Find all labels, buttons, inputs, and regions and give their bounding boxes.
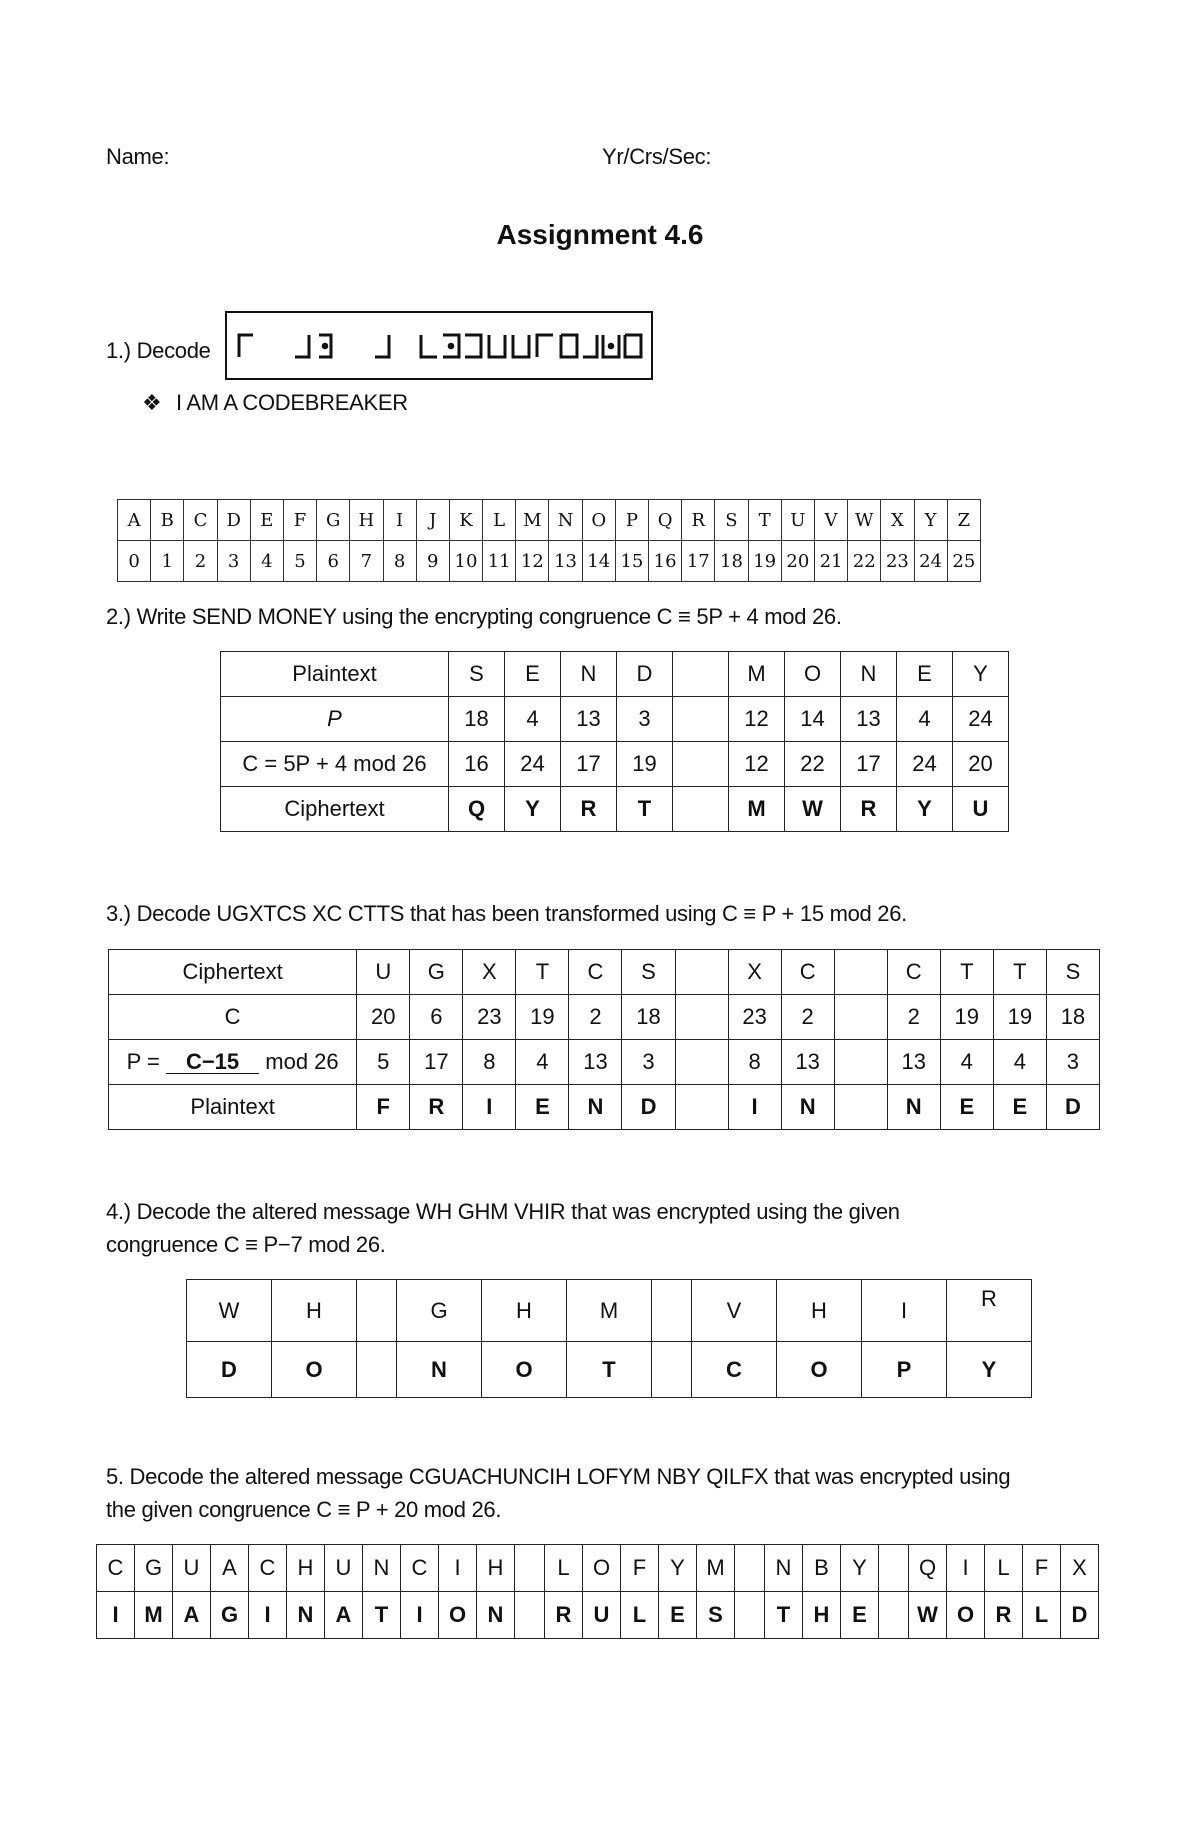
q5-cell: Y xyxy=(659,1545,697,1592)
q5-decode-table xyxy=(96,1544,1099,1639)
q2-cell: 19 xyxy=(617,742,673,787)
q2-prompt: 2.) Write SEND MONEY using the encrypting congruence C ≡ 5P + 4 mod 26. xyxy=(106,604,842,629)
q3-cell: 4 xyxy=(993,1040,1046,1085)
alphabet-number-cell: 12 xyxy=(516,541,549,582)
q3-cell: I xyxy=(463,1085,516,1130)
q2-cell: E xyxy=(505,652,561,697)
q4-cell: O xyxy=(777,1342,862,1398)
q2-cell: Q xyxy=(449,787,505,832)
q2-encryption-table xyxy=(220,651,1009,832)
q5-cell: U xyxy=(583,1592,621,1639)
q2-cell: M xyxy=(729,652,785,697)
q3-cell xyxy=(834,995,887,1040)
q5-cell: E xyxy=(841,1592,879,1639)
q4-cell xyxy=(652,1342,692,1398)
alphabet-number-cell: 11 xyxy=(483,541,516,582)
q4-cell: H xyxy=(482,1280,567,1342)
alphabet-letter-cell: L xyxy=(483,500,516,541)
q2-cell: S xyxy=(449,652,505,697)
alphabet-letter-cell: O xyxy=(582,500,615,541)
q2-cell: 12 xyxy=(729,697,785,742)
q3-cell: 4 xyxy=(516,1040,569,1085)
q3-row xyxy=(109,1085,1100,1130)
q5-cell: Q xyxy=(909,1545,947,1592)
q3-cell: N xyxy=(569,1085,622,1130)
alphabet-number-cell: 23 xyxy=(881,541,914,582)
q2-row xyxy=(221,742,1009,787)
q3-prompt: 3.) Decode UGXTCS XC CTTS that has been transformed using C ≡ P + 15 mod 26. xyxy=(106,901,907,926)
q2-cell: 18 xyxy=(449,697,505,742)
q2-row xyxy=(221,652,1009,697)
alphabet-letter-cell: G xyxy=(317,500,350,541)
alphabet-letter-cell: I xyxy=(383,500,416,541)
alphabet-letter-cell: V xyxy=(814,500,847,541)
q3-cell: U xyxy=(357,950,410,995)
q5-cell: N xyxy=(477,1592,515,1639)
q4-cell: O xyxy=(482,1342,567,1398)
q5-cell: A xyxy=(325,1592,363,1639)
q2-cell: 13 xyxy=(561,697,617,742)
alphabet-letter-cell: W xyxy=(848,500,881,541)
alphabet-number-row xyxy=(118,541,981,582)
q2-cell xyxy=(673,652,729,697)
q5-cell: O xyxy=(583,1545,621,1592)
q2-cell: D xyxy=(617,652,673,697)
q5-cell: B xyxy=(803,1545,841,1592)
q3-cell: 6 xyxy=(410,995,463,1040)
q5-cell: A xyxy=(211,1545,249,1592)
q2-cell: 14 xyxy=(785,697,841,742)
q4-cell: O xyxy=(272,1342,357,1398)
alphabet-number-cell: 24 xyxy=(914,541,947,582)
q5-cell: F xyxy=(621,1545,659,1592)
q4-cell: D xyxy=(187,1342,272,1398)
q2-cell xyxy=(673,787,729,832)
q5-cell: O xyxy=(439,1592,477,1639)
q3-cell: 2 xyxy=(781,995,834,1040)
q4-cell xyxy=(652,1280,692,1342)
q3-cell: 13 xyxy=(569,1040,622,1085)
alphabet-letter-cell: F xyxy=(283,500,316,541)
q5-cell: I xyxy=(439,1545,477,1592)
q3-row xyxy=(109,950,1100,995)
q2-row-label: C = 5P + 4 mod 26 xyxy=(221,742,449,787)
q3-row-label: C xyxy=(109,995,357,1040)
q2-row-label: Plaintext xyxy=(221,652,449,697)
q5-prompt-line1: 5. Decode the altered message CGUACHUNCIH LOFYM NBY QILFX that was encrypted using xyxy=(106,1464,1011,1489)
q3-cell: 5 xyxy=(357,1040,410,1085)
alphabet-letter-cell: S xyxy=(715,500,748,541)
alphabet-letter-cell: D xyxy=(217,500,250,541)
q3-cell: 19 xyxy=(940,995,993,1040)
q3-cell: S xyxy=(1046,950,1099,995)
alphabet-letter-cell: T xyxy=(748,500,781,541)
q3-row-label: Ciphertext xyxy=(109,950,357,995)
alphabet-letter-cell: J xyxy=(416,500,449,541)
alphabet-letter-cell: A xyxy=(118,500,151,541)
q2-row-label: P xyxy=(221,697,449,742)
q4-top-row xyxy=(187,1280,1032,1342)
q4-cell: W xyxy=(187,1280,272,1342)
q3-decryption-table xyxy=(108,949,1100,1130)
q4-decode-table xyxy=(186,1279,1032,1398)
q2-cell: 13 xyxy=(841,697,897,742)
q3-cell: 2 xyxy=(569,995,622,1040)
alphabet-letter-row xyxy=(118,500,981,541)
q5-cell: N xyxy=(363,1545,401,1592)
q3-cell: D xyxy=(622,1085,675,1130)
q5-cell: T xyxy=(765,1592,803,1639)
alphabet-number-cell: 2 xyxy=(184,541,217,582)
q4-cell: N xyxy=(397,1342,482,1398)
q5-cell: A xyxy=(173,1592,211,1639)
q5-cell: M xyxy=(135,1592,173,1639)
alphabet-number-cell: 22 xyxy=(848,541,881,582)
q5-bottom-row xyxy=(97,1592,1099,1639)
section-label: Yr/Crs/Sec: xyxy=(602,144,712,169)
q3-cell: 4 xyxy=(940,1040,993,1085)
q5-cell: T xyxy=(363,1592,401,1639)
q5-cell xyxy=(735,1592,765,1639)
q3-cell: G xyxy=(410,950,463,995)
q3-cell: 18 xyxy=(1046,995,1099,1040)
alphabet-number-cell: 7 xyxy=(350,541,383,582)
q5-top-row xyxy=(97,1545,1099,1592)
q5-cell: G xyxy=(211,1592,249,1639)
q2-cell: 24 xyxy=(505,742,561,787)
q5-cell: G xyxy=(135,1545,173,1592)
q3-row-label: Plaintext xyxy=(109,1085,357,1130)
q2-row xyxy=(221,787,1009,832)
q2-cell: 22 xyxy=(785,742,841,787)
q2-cell: W xyxy=(785,787,841,832)
alphabet-letter-cell: K xyxy=(449,500,482,541)
q2-cell: N xyxy=(561,652,617,697)
q3-cell xyxy=(834,1040,887,1085)
alphabet-number-cell: 13 xyxy=(549,541,582,582)
q3-cell: E xyxy=(993,1085,1046,1130)
q2-cell: M xyxy=(729,787,785,832)
alphabet-number-cell: 19 xyxy=(748,541,781,582)
q3-cell: 18 xyxy=(622,995,675,1040)
q2-cell: U xyxy=(953,787,1009,832)
q2-cell: 4 xyxy=(897,697,953,742)
q5-cell: F xyxy=(1023,1545,1061,1592)
q3-cell xyxy=(675,995,728,1040)
q4-cell: H xyxy=(777,1280,862,1342)
alphabet-letter-cell: M xyxy=(516,500,549,541)
alphabet-letter-cell: U xyxy=(781,500,814,541)
q4-cell: C xyxy=(692,1342,777,1398)
q4-cell: T xyxy=(567,1342,652,1398)
q2-cell: 17 xyxy=(841,742,897,787)
q3-cell: 23 xyxy=(463,995,516,1040)
q2-row xyxy=(221,697,1009,742)
q5-cell: L xyxy=(621,1592,659,1639)
q3-cell: N xyxy=(887,1085,940,1130)
q5-cell: H xyxy=(803,1592,841,1639)
q5-cell: L xyxy=(545,1545,583,1592)
alphabet-letter-cell: R xyxy=(682,500,715,541)
q3-cell: X xyxy=(728,950,781,995)
q4-prompt-line2: congruence C ≡ P−7 mod 26. xyxy=(106,1232,386,1257)
q5-cell: I xyxy=(249,1592,287,1639)
q3-cell: 8 xyxy=(728,1040,781,1085)
q3-cell: 20 xyxy=(357,995,410,1040)
q3-cell: S xyxy=(622,950,675,995)
q5-cell: E xyxy=(659,1592,697,1639)
q3-cell: 2 xyxy=(887,995,940,1040)
q3-formula-prefix: P = xyxy=(126,1049,166,1074)
alphabet-number-cell: 15 xyxy=(615,541,648,582)
alphabet-number-cell: 1 xyxy=(151,541,184,582)
q5-cell: U xyxy=(325,1545,363,1592)
alphabet-number-cell: 17 xyxy=(682,541,715,582)
q5-cell: R xyxy=(985,1592,1023,1639)
alphabet-letter-cell: Z xyxy=(947,500,980,541)
q4-cell: G xyxy=(397,1280,482,1342)
q5-cell: I xyxy=(947,1545,985,1592)
q2-cell xyxy=(673,742,729,787)
q2-cell: 3 xyxy=(617,697,673,742)
alphabet-number-cell: 8 xyxy=(383,541,416,582)
q5-cell: C xyxy=(249,1545,287,1592)
q5-cell: L xyxy=(985,1545,1023,1592)
alphabet-number-cell: 5 xyxy=(283,541,316,582)
q5-cell xyxy=(515,1545,545,1592)
alphabet-letter-cell: X xyxy=(881,500,914,541)
q2-cell: E xyxy=(897,652,953,697)
q5-cell: C xyxy=(401,1545,439,1592)
q3-cell: 17 xyxy=(410,1040,463,1085)
alphabet-letter-cell: Y xyxy=(914,500,947,541)
q2-row-label: Ciphertext xyxy=(221,787,449,832)
q3-cell: D xyxy=(1046,1085,1099,1130)
q2-cell: O xyxy=(785,652,841,697)
q4-prompt-line1: 4.) Decode the altered message WH GHM VHIR that was encrypted using the given xyxy=(106,1199,900,1224)
q2-cell: 20 xyxy=(953,742,1009,787)
q3-row-label xyxy=(109,1040,357,1085)
q2-cell: R xyxy=(561,787,617,832)
q3-cell: E xyxy=(516,1085,569,1130)
q5-cell: C xyxy=(97,1545,135,1592)
q3-formula-suffix: mod 26 xyxy=(259,1049,339,1074)
alphabet-number-cell: 18 xyxy=(715,541,748,582)
q3-cell: I xyxy=(728,1085,781,1130)
q5-prompt-line2: the given congruence C ≡ P + 20 mod 26. xyxy=(106,1497,502,1522)
q4-bottom-row xyxy=(187,1342,1032,1398)
q3-cell: 19 xyxy=(516,995,569,1040)
pigpen-cipher-glyphs xyxy=(227,313,651,378)
q3-cell: 3 xyxy=(622,1040,675,1085)
q4-cell: V xyxy=(692,1280,777,1342)
q3-cell: X xyxy=(463,950,516,995)
q2-cell: 24 xyxy=(953,697,1009,742)
q3-cell: N xyxy=(781,1085,834,1130)
alphabet-letter-cell: N xyxy=(549,500,582,541)
q5-cell: R xyxy=(545,1592,583,1639)
alphabet-letter-cell: B xyxy=(151,500,184,541)
q3-cell: 23 xyxy=(728,995,781,1040)
q1-prompt: 1.) Decode xyxy=(106,338,211,363)
q5-cell xyxy=(879,1545,909,1592)
alphabet-letter-cell: H xyxy=(350,500,383,541)
q2-cell xyxy=(673,697,729,742)
alphabet-number-cell: 21 xyxy=(814,541,847,582)
q1-bullet: ❖ xyxy=(142,390,162,415)
q2-cell: Y xyxy=(953,652,1009,697)
q2-cell: 17 xyxy=(561,742,617,787)
alphabet-letter-cell: P xyxy=(615,500,648,541)
alphabet-letter-cell: C xyxy=(184,500,217,541)
alphabet-letter-cell: E xyxy=(250,500,283,541)
q1-answer: I AM A CODEBREAKER xyxy=(176,390,408,415)
q4-cell: I xyxy=(862,1280,947,1342)
q2-cell: 16 xyxy=(449,742,505,787)
alphabet-number-cell: 20 xyxy=(781,541,814,582)
q2-cell: Y xyxy=(505,787,561,832)
alphabet-number-cell: 0 xyxy=(118,541,151,582)
q2-cell: 4 xyxy=(505,697,561,742)
q3-cell xyxy=(834,1085,887,1130)
q3-cell: T xyxy=(993,950,1046,995)
q3-cell: 19 xyxy=(993,995,1046,1040)
q4-cell xyxy=(357,1342,397,1398)
q4-cell: M xyxy=(567,1280,652,1342)
q3-cell: T xyxy=(940,950,993,995)
q5-cell: W xyxy=(909,1592,947,1639)
q5-cell: X xyxy=(1061,1545,1099,1592)
q3-row xyxy=(109,1040,1100,1085)
q4-cell: Y xyxy=(947,1342,1032,1398)
q5-cell: Y xyxy=(841,1545,879,1592)
q3-row xyxy=(109,995,1100,1040)
q3-cell: 13 xyxy=(887,1040,940,1085)
q4-cell xyxy=(357,1280,397,1342)
q3-cell xyxy=(675,1040,728,1085)
alphabet-letter-cell: Q xyxy=(649,500,682,541)
q3-cell: C xyxy=(887,950,940,995)
q2-cell: Y xyxy=(897,787,953,832)
q5-cell: N xyxy=(765,1545,803,1592)
q4-cell: H xyxy=(272,1280,357,1342)
q5-cell: I xyxy=(401,1592,439,1639)
q3-formula-blank: C−15 xyxy=(166,1051,259,1074)
alphabet-number-cell: 10 xyxy=(449,541,482,582)
q3-cell: R xyxy=(410,1085,463,1130)
page-title: Assignment 4.6 xyxy=(496,219,704,250)
q3-cell: 8 xyxy=(463,1040,516,1085)
q3-cell xyxy=(675,1085,728,1130)
q3-cell: F xyxy=(357,1085,410,1130)
q5-cell xyxy=(879,1592,909,1639)
alphabet-number-cell: 3 xyxy=(217,541,250,582)
q3-cell: C xyxy=(781,950,834,995)
alphabet-number-cell: 9 xyxy=(416,541,449,582)
q3-cell: C xyxy=(569,950,622,995)
q5-cell xyxy=(735,1545,765,1592)
alphabet-number-cell: 14 xyxy=(582,541,615,582)
alphabet-number-table xyxy=(117,499,981,582)
q3-cell: E xyxy=(940,1085,993,1130)
q5-cell: M xyxy=(697,1545,735,1592)
q3-cell: T xyxy=(516,950,569,995)
alphabet-number-cell: 25 xyxy=(947,541,980,582)
name-label: Name: xyxy=(106,144,170,169)
q5-cell: D xyxy=(1061,1592,1099,1639)
q2-cell: R xyxy=(841,787,897,832)
q3-cell: 3 xyxy=(1046,1040,1099,1085)
q2-cell: 24 xyxy=(897,742,953,787)
q5-cell: L xyxy=(1023,1592,1061,1639)
alphabet-number-cell: 16 xyxy=(649,541,682,582)
q5-cell: H xyxy=(477,1545,515,1592)
q5-cell: O xyxy=(947,1592,985,1639)
cipher-symbols-box xyxy=(225,311,653,380)
q2-cell: 12 xyxy=(729,742,785,787)
q3-cell xyxy=(675,950,728,995)
alphabet-number-cell: 4 xyxy=(250,541,283,582)
q5-cell: I xyxy=(97,1592,135,1639)
q5-cell: H xyxy=(287,1545,325,1592)
q5-cell: S xyxy=(697,1592,735,1639)
q2-cell: N xyxy=(841,652,897,697)
q5-cell: N xyxy=(287,1592,325,1639)
q2-cell: T xyxy=(617,787,673,832)
q3-cell xyxy=(834,950,887,995)
q4-cell: R xyxy=(947,1280,1032,1342)
q5-cell xyxy=(515,1592,545,1639)
q3-cell: 13 xyxy=(781,1040,834,1085)
alphabet-number-cell: 6 xyxy=(317,541,350,582)
q4-cell: P xyxy=(862,1342,947,1398)
q5-cell: U xyxy=(173,1545,211,1592)
